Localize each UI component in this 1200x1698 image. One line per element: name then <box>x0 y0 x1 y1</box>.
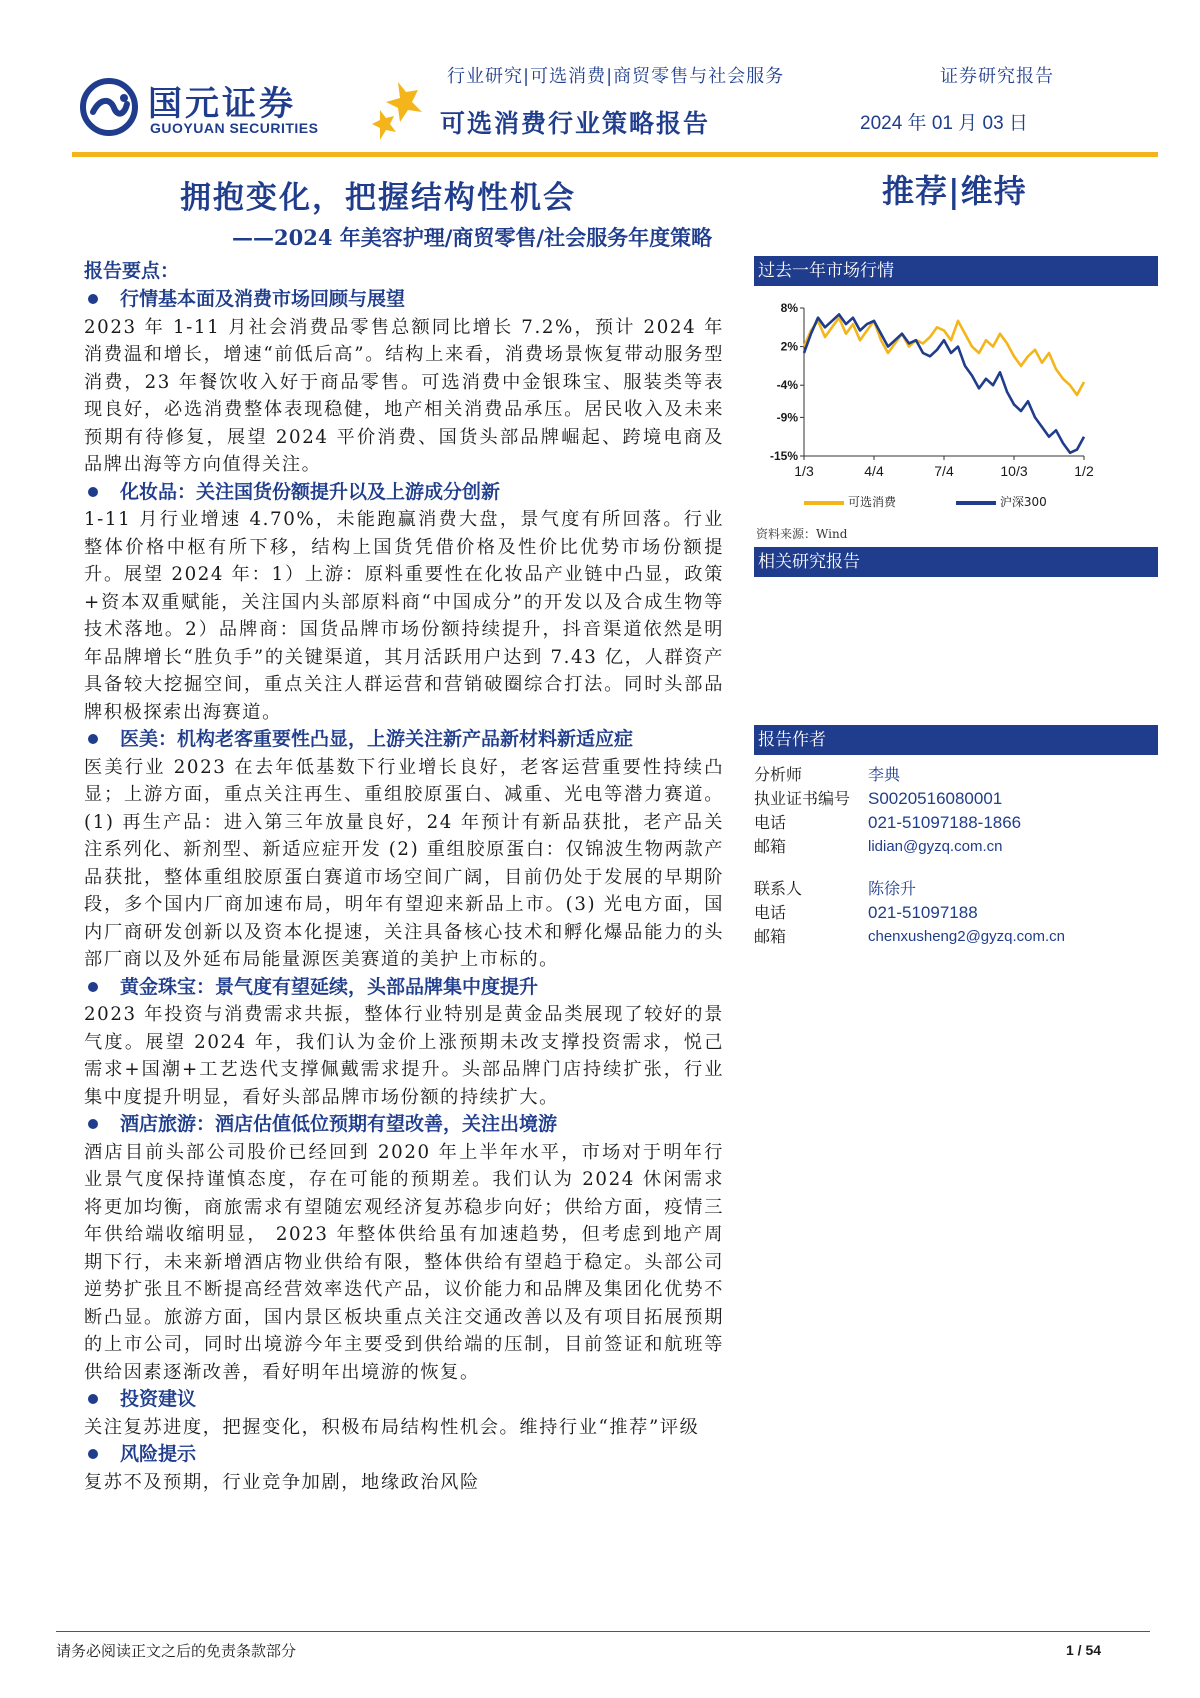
industry-category: 行业研究|可选消费|商贸零售与社会服务 <box>447 66 785 87</box>
section-body: 2023 年投资与消费需求共振，整体行业特别是黄金品类展现了较好的景气度。展望 2024 年，我们认为金价上涨预期未改支撑投资需求，悦己需求+国潮+工艺迭代支撑佩戴需求提升。头部品牌门店持续扩张，行业集中度提升明显，看好头部品牌市场份额的持续扩大。 <box>84 1004 724 1108</box>
series-line-csi300 <box>804 314 1084 452</box>
report-summary <box>84 256 724 1496</box>
market-chart <box>754 286 1158 521</box>
bullet-icon <box>88 1449 98 1459</box>
x-tick-label: 1/2 <box>1074 463 1094 479</box>
report-type: 证券研究报告 <box>940 66 1054 87</box>
logo-english-name: GUOYUAN SECURITIES <box>150 120 319 136</box>
report-subtitle: ——2024 年美容护理/商贸零售/社会服务年度策略 <box>232 225 713 250</box>
chart-source: 资料来源：Wind <box>756 527 848 541</box>
report-title: 拥抱变化，把握结构性机会 <box>180 180 576 216</box>
authors-heading: 报告作者 <box>754 725 1158 755</box>
y-tick-label: -15% <box>769 449 798 463</box>
contact-email-link[interactable]: chenxusheng2@gyzq.com.cn <box>868 928 1066 945</box>
x-tick-label: 4/4 <box>864 463 884 479</box>
legend-item: 沪深300 <box>956 493 1047 510</box>
market-line-chart <box>754 286 1158 486</box>
author-info <box>754 755 1158 949</box>
section-body: 2023 年 1-11 月社会消费品零售总额同比增长 7.2%，预计 2024 年消费温和增长，增速“前低后高”。结构上来看，消费场景恢复带动服务型消费，23 年餐饮收入好于商品零售。可选消费中金银珠宝、服装类等表现良好，必选消费整体表现稳健，地产相关消费品承压。居民收入及未来预期有待修复，展望 2024 平价消费、国货头部品牌崛起、跨境电商及品牌出海等方向值得关注。 <box>84 316 724 475</box>
header-divider <box>72 152 1158 157</box>
report-header <box>0 0 1200 160</box>
logo-chinese-name: 国元证券 <box>148 84 296 124</box>
bullet-icon <box>88 1119 98 1129</box>
analyst-email-row[interactable]: 邮箱 lidian@gyzq.com.cn <box>754 835 1158 859</box>
section-heading: 化妆品：关注国货份额提升以及上游成分创新 <box>84 479 724 507</box>
section-heading: 医美：机构老客重要性凸显，上游关注新产品新材料新适应症 <box>84 726 724 754</box>
section-body: 酒店目前头部公司股价已经回到 2020 年上半年水平，市场对于明年行业景气度保持谨慎态度，存在可能的预期差。我们认为 2024 休闲需求将更加均衡，商旅需求有望随宏观经济复苏稳步向好；供给方面，疫情三年供给端收缩明显， 2023 年整体供给虽有加速趋势，但考虑到地产周期下行，未来新增酒店物业供给有限，整体供给有望趋于稳定。头部公司逆势扩张且不断提高经营效率迭代产品，议价能力和品牌及集团化优势不断凸显。旅游方面，国内景区板块重点关注交通改善以及有项目拓展预期的上市公司，同时出境游今年主要受到供给端的压制，目前签证和航班等供给因素逐渐改善，看好明年出境游的恢复。 <box>84 1141 724 1383</box>
x-tick-label: 7/4 <box>934 463 954 479</box>
page-number: 1 / 54 <box>1066 1642 1102 1658</box>
section-body: 1-11 月行业增速 4.70%，未能跑赢消费大盘，景气度有所回落。行业整体价格中枢有所下移，结构上国货凭借价格及性价比优势市场份额提升。展望 2024 年：1）上游：原料重要性在化妆品产业链中凸显，政策+资本双重赋能，关注国内头部原料商“中国成分”的开发以及合成生物等技术落地。2）品牌商：国货品牌市场份额持续提升，抖音渠道依然是明年品牌增长“胜负手”的关键渠道，其月活跃用户达到 7.43 亿，人群资产具备较大挖掘空间，重点关注人群运营和营销破圈综合打法。同时头部品牌积极探索出海赛道。 <box>84 509 724 723</box>
y-tick-label: 8% <box>780 301 798 315</box>
section-body: 医美行业 2023 在去年低基数下行业增长良好，老客运营重要性持续凸显；上游方面，重点关注再生、重组胶原蛋白、减重、光电等潜力赛道。(1) 再生产品：进入第三年放量良好，24 年预计有新品获批，老产品关注系列化、新剂型、新适应症开发 (2) 重组胶原蛋白：仅锦波生物两款产品获批，整体重组胶原蛋白赛道市场空间广阔，目前仍处于发展的早期阶段，多个国内厂商加速布局，明年有望迎来新品上市。(3) 光电方面，国内厂商研发创新以及资本化提速，关注具备核心技术和孵化爆品能力的头部厂商以及外延布局能量源医美赛道的美护上市标的。 <box>84 756 724 970</box>
section-body: 复苏不及预期，行业竞争加剧，地缘政治风险 <box>84 1471 480 1493</box>
chart-legend <box>804 493 1103 510</box>
market-chart-heading: 过去一年市场行情 <box>754 256 1158 286</box>
legend-swatch <box>956 501 996 505</box>
bullet-icon <box>88 487 98 497</box>
guoyuan-logo-icon <box>80 78 138 136</box>
report-series: 可选消费行业策略报告 <box>440 109 711 138</box>
section-heading: 风险提示 <box>84 1441 724 1469</box>
bullet-icon <box>88 734 98 744</box>
summary-heading: 报告要点： <box>84 260 180 282</box>
section-heading: 黄金珠宝：景气度有望延续，头部品牌集中度提升 <box>84 974 724 1002</box>
legend-item: 可选消费 <box>804 493 896 510</box>
x-tick-label: 10/3 <box>1000 463 1028 479</box>
analyst-email-link[interactable]: lidian@gyzq.com.cn <box>868 838 1003 855</box>
company-logo <box>80 72 425 142</box>
contact-email-row[interactable]: 邮箱 chenxusheng2@gyzq.com.cn <box>754 925 1158 949</box>
analyst-cert-row: 执业证书编号 S0020516080001 <box>754 789 1003 808</box>
section-heading: 行情基本面及消费市场回顾与展望 <box>84 286 724 314</box>
bullet-icon <box>88 982 98 992</box>
section-body: 关注复苏进度，把握变化，积极布局结构性机会。维持行业“推荐”评级 <box>84 1416 700 1438</box>
related-reports-list <box>754 577 1158 725</box>
report-date: 2024 年 01 月 03 日 <box>860 113 1028 134</box>
analyst-name-row: 分析师 李典 <box>754 765 901 784</box>
footer-disclaimer: 请务必阅读正文之后的免责条款部分 <box>56 1642 297 1660</box>
contact-phone-row: 电话 021-51097188 <box>754 903 978 922</box>
y-tick-label: 2% <box>780 339 798 354</box>
bullet-icon <box>88 1394 98 1404</box>
footer-divider <box>56 1631 1150 1632</box>
section-heading: 投资建议 <box>84 1386 724 1414</box>
legend-swatch <box>804 501 844 505</box>
analyst-phone-row: 电话 021-51097188-1866 <box>754 813 1022 832</box>
section-heading: 酒店旅游：酒店估值低位预期有望改善，关注出境游 <box>84 1111 724 1139</box>
x-tick-label: 1/3 <box>794 463 814 479</box>
bullet-icon <box>88 294 98 304</box>
y-tick-label: -4% <box>776 378 798 393</box>
industry-rating: 推荐|维持 <box>882 172 1027 210</box>
y-tick-label: -9% <box>776 410 798 425</box>
related-reports-heading: 相关研究报告 <box>754 547 1158 577</box>
series-line-optional-consumption <box>804 318 1084 395</box>
logo-stars-icon <box>370 80 430 142</box>
sidebar <box>754 256 1158 949</box>
contact-name-row: 联系人 陈徐升 <box>754 879 917 898</box>
